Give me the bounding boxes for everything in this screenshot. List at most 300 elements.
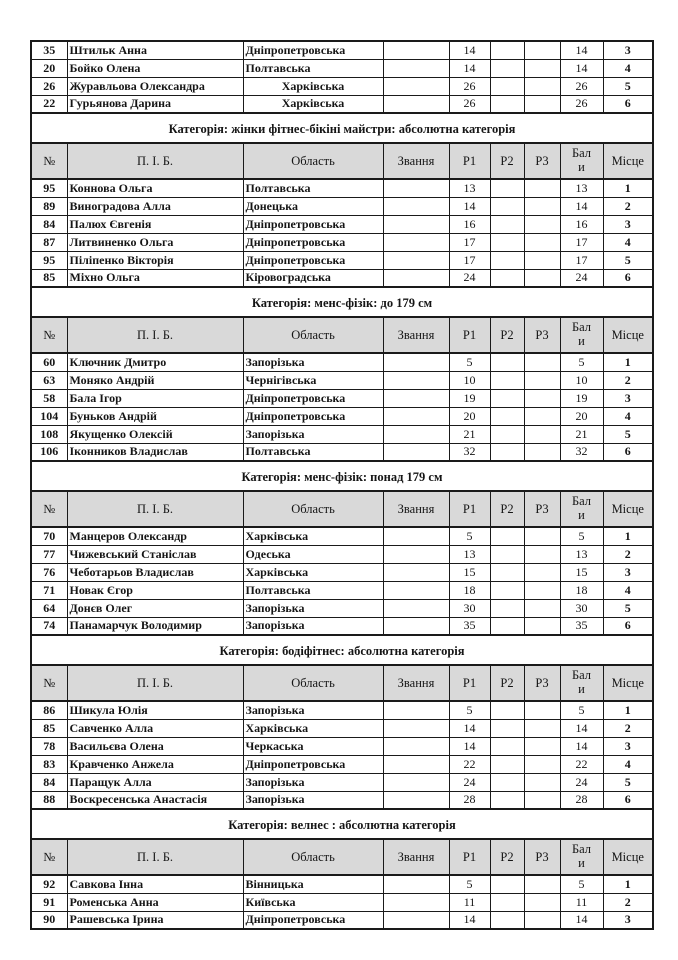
cell-title — [383, 197, 449, 215]
cell-r2 — [490, 233, 524, 251]
column-header-r1: Р1 — [449, 665, 490, 701]
cell-r2 — [490, 911, 524, 929]
table-row — [31, 701, 653, 719]
cell-r1: 5 — [449, 701, 490, 719]
column-header-oblast: Область — [243, 839, 383, 875]
cell-points: 14 — [560, 911, 603, 929]
cell-full-name: Бала Ігор — [67, 389, 243, 407]
cell-title — [383, 545, 449, 563]
cell-r3 — [524, 701, 560, 719]
cell-r1: 32 — [449, 443, 490, 461]
cell-title — [383, 59, 449, 77]
cell-r1: 26 — [449, 95, 490, 113]
cell-points: 15 — [560, 563, 603, 581]
cell-r2 — [490, 773, 524, 791]
cell-full-name: Журавльова Олександра — [67, 77, 243, 95]
table-row — [31, 563, 653, 581]
cell-r1: 21 — [449, 425, 490, 443]
column-header-name: П. І. Б. — [67, 665, 243, 701]
cell-r3 — [524, 755, 560, 773]
column-header-name: П. І. Б. — [67, 491, 243, 527]
cell-oblast: Харківська — [243, 719, 383, 737]
cell-points: 30 — [560, 599, 603, 617]
cell-r3 — [524, 95, 560, 113]
cell-oblast: Донецька — [243, 197, 383, 215]
cell-title — [383, 755, 449, 773]
cell-r1: 30 — [449, 599, 490, 617]
column-header-r3: Р3 — [524, 143, 560, 179]
cell-r3 — [524, 215, 560, 233]
cell-entry-number: 83 — [31, 755, 67, 773]
cell-title — [383, 251, 449, 269]
cell-r2 — [490, 545, 524, 563]
column-header-num: № — [31, 665, 67, 701]
column-header-oblast: Область — [243, 491, 383, 527]
column-header-zvannia: Звання — [383, 491, 449, 527]
cell-place: 4 — [603, 233, 653, 251]
cell-entry-number: 92 — [31, 875, 67, 893]
cell-entry-number: 87 — [31, 233, 67, 251]
cell-title — [383, 353, 449, 371]
table-row — [31, 389, 653, 407]
cell-full-name: Якущенко Олексій — [67, 425, 243, 443]
cell-points: 21 — [560, 425, 603, 443]
cell-entry-number: 84 — [31, 215, 67, 233]
cell-entry-number: 91 — [31, 893, 67, 911]
cell-r2 — [490, 95, 524, 113]
cell-points: 26 — [560, 77, 603, 95]
cell-entry-number: 106 — [31, 443, 67, 461]
section-title: Категорія: менс-фізік: до 179 см — [31, 287, 653, 317]
cell-entry-number: 86 — [31, 701, 67, 719]
cell-r1: 26 — [449, 77, 490, 95]
cell-full-name: Рашевська Ірина — [67, 911, 243, 929]
cell-place: 6 — [603, 95, 653, 113]
column-header-label: Бали — [571, 668, 592, 696]
cell-title — [383, 215, 449, 233]
column-header-r2: Р2 — [490, 143, 524, 179]
cell-full-name: Іконников Владислав — [67, 443, 243, 461]
cell-entry-number: 78 — [31, 737, 67, 755]
cell-r1: 24 — [449, 773, 490, 791]
table-row — [31, 353, 653, 371]
table-row — [31, 737, 653, 755]
cell-place: 3 — [603, 737, 653, 755]
column-header-label: Бали — [571, 494, 592, 522]
column-header-label: Бали — [571, 842, 592, 870]
cell-oblast: Одеська — [243, 545, 383, 563]
cell-title — [383, 371, 449, 389]
column-header-label: Бали — [571, 320, 592, 348]
cell-points: 5 — [560, 701, 603, 719]
cell-full-name: Роменська Анна — [67, 893, 243, 911]
column-header-name: П. І. Б. — [67, 317, 243, 353]
column-header-misce: Місце — [603, 839, 653, 875]
column-header-label: Бали — [571, 146, 592, 174]
column-header-name: П. І. Б. — [67, 143, 243, 179]
cell-title — [383, 443, 449, 461]
cell-r1: 22 — [449, 755, 490, 773]
cell-points: 16 — [560, 215, 603, 233]
cell-points: 13 — [560, 545, 603, 563]
cell-title — [383, 425, 449, 443]
column-header-bali — [560, 665, 603, 701]
cell-oblast: Полтавська — [243, 179, 383, 197]
cell-place: 1 — [603, 179, 653, 197]
cell-r1: 18 — [449, 581, 490, 599]
cell-r2 — [490, 41, 524, 59]
cell-full-name: Литвиненко Ольга — [67, 233, 243, 251]
cell-points: 28 — [560, 791, 603, 809]
column-header-r2: Р2 — [490, 839, 524, 875]
column-header-r2: Р2 — [490, 491, 524, 527]
table-row — [31, 371, 653, 389]
cell-points: 11 — [560, 893, 603, 911]
cell-r3 — [524, 77, 560, 95]
cell-title — [383, 527, 449, 545]
competition-results-table — [30, 40, 654, 930]
cell-full-name: Виноградова Алла — [67, 197, 243, 215]
cell-entry-number: 95 — [31, 179, 67, 197]
cell-r1: 17 — [449, 251, 490, 269]
table-row — [31, 269, 653, 287]
cell-r3 — [524, 581, 560, 599]
cell-r3 — [524, 875, 560, 893]
cell-oblast: Дніпропетровська — [243, 233, 383, 251]
cell-r1: 20 — [449, 407, 490, 425]
cell-entry-number: 76 — [31, 563, 67, 581]
cell-r1: 24 — [449, 269, 490, 287]
cell-points: 5 — [560, 875, 603, 893]
cell-entry-number: 60 — [31, 353, 67, 371]
cell-r3 — [524, 197, 560, 215]
cell-oblast: Полтавська — [243, 59, 383, 77]
column-header-misce: Місце — [603, 317, 653, 353]
cell-r3 — [524, 371, 560, 389]
cell-r2 — [490, 791, 524, 809]
cell-points: 26 — [560, 95, 603, 113]
column-header-num: № — [31, 317, 67, 353]
column-header-name: П. І. Б. — [67, 839, 243, 875]
cell-entry-number: 71 — [31, 581, 67, 599]
cell-r3 — [524, 407, 560, 425]
column-header-r3: Р3 — [524, 665, 560, 701]
cell-r3 — [524, 425, 560, 443]
table-row — [31, 197, 653, 215]
cell-place: 5 — [603, 251, 653, 269]
column-header-zvannia: Звання — [383, 665, 449, 701]
cell-points: 14 — [560, 737, 603, 755]
column-header-bali — [560, 143, 603, 179]
cell-oblast: Запорізька — [243, 791, 383, 809]
cell-r3 — [524, 791, 560, 809]
cell-points: 22 — [560, 755, 603, 773]
cell-full-name: Чеботарьов Владислав — [67, 563, 243, 581]
cell-r2 — [490, 581, 524, 599]
table-row — [31, 443, 653, 461]
cell-r3 — [524, 179, 560, 197]
cell-oblast: Вінницька — [243, 875, 383, 893]
cell-oblast: Харківська — [243, 527, 383, 545]
cell-points: 5 — [560, 527, 603, 545]
cell-entry-number: 58 — [31, 389, 67, 407]
results-table-body — [31, 41, 653, 929]
cell-points: 14 — [560, 719, 603, 737]
table-row — [31, 251, 653, 269]
cell-oblast: Харківська — [243, 77, 383, 95]
section-title: Категорія: бодіфітнес: абсолютна категорія — [31, 635, 653, 665]
column-header-r3: Р3 — [524, 491, 560, 527]
table-row — [31, 527, 653, 545]
column-header-r3: Р3 — [524, 839, 560, 875]
column-header-r2: Р2 — [490, 317, 524, 353]
section-title-row — [31, 635, 653, 665]
table-row — [31, 893, 653, 911]
cell-points: 32 — [560, 443, 603, 461]
cell-oblast: Дніпропетровська — [243, 755, 383, 773]
table-row — [31, 875, 653, 893]
cell-entry-number: 89 — [31, 197, 67, 215]
cell-r2 — [490, 179, 524, 197]
cell-r2 — [490, 893, 524, 911]
column-header-r1: Р1 — [449, 317, 490, 353]
cell-place: 1 — [603, 353, 653, 371]
table-row — [31, 407, 653, 425]
cell-place: 3 — [603, 563, 653, 581]
cell-oblast: Дніпропетровська — [243, 215, 383, 233]
cell-r2 — [490, 599, 524, 617]
cell-place: 6 — [603, 617, 653, 635]
column-header-row — [31, 317, 653, 353]
table-row — [31, 425, 653, 443]
cell-r1: 14 — [449, 41, 490, 59]
table-row — [31, 77, 653, 95]
column-header-r1: Р1 — [449, 491, 490, 527]
cell-r1: 14 — [449, 737, 490, 755]
cell-title — [383, 95, 449, 113]
section-title: Категорія: велнес : абсолютна категорія — [31, 809, 653, 839]
cell-place: 3 — [603, 911, 653, 929]
table-row — [31, 911, 653, 929]
cell-title — [383, 617, 449, 635]
column-header-row — [31, 665, 653, 701]
cell-oblast: Запорізька — [243, 701, 383, 719]
cell-r2 — [490, 215, 524, 233]
cell-place: 5 — [603, 599, 653, 617]
cell-r3 — [524, 251, 560, 269]
column-header-oblast: Область — [243, 317, 383, 353]
column-header-bali — [560, 491, 603, 527]
cell-entry-number: 26 — [31, 77, 67, 95]
cell-r3 — [524, 269, 560, 287]
cell-oblast: Запорізька — [243, 425, 383, 443]
cell-r1: 19 — [449, 389, 490, 407]
cell-entry-number: 90 — [31, 911, 67, 929]
column-header-num: № — [31, 143, 67, 179]
cell-points: 10 — [560, 371, 603, 389]
column-header-misce: Місце — [603, 665, 653, 701]
table-row — [31, 599, 653, 617]
cell-title — [383, 719, 449, 737]
cell-full-name: Кравченко Анжела — [67, 755, 243, 773]
cell-place: 3 — [603, 389, 653, 407]
cell-points: 13 — [560, 179, 603, 197]
cell-title — [383, 773, 449, 791]
cell-r2 — [490, 719, 524, 737]
cell-full-name: Панамарчук Володимир — [67, 617, 243, 635]
column-header-zvannia: Звання — [383, 143, 449, 179]
cell-points: 35 — [560, 617, 603, 635]
cell-full-name: Бойко Олена — [67, 59, 243, 77]
cell-entry-number: 70 — [31, 527, 67, 545]
column-header-misce: Місце — [603, 491, 653, 527]
cell-entry-number: 108 — [31, 425, 67, 443]
cell-title — [383, 77, 449, 95]
cell-entry-number: 63 — [31, 371, 67, 389]
section-title-row — [31, 287, 653, 317]
cell-place: 5 — [603, 77, 653, 95]
cell-r2 — [490, 389, 524, 407]
cell-place: 2 — [603, 545, 653, 563]
cell-points: 24 — [560, 773, 603, 791]
cell-r2 — [490, 407, 524, 425]
cell-full-name: Міхно Ольга — [67, 269, 243, 287]
cell-entry-number: 84 — [31, 773, 67, 791]
section-title-row — [31, 461, 653, 491]
table-row — [31, 179, 653, 197]
cell-entry-number: 85 — [31, 269, 67, 287]
cell-r3 — [524, 617, 560, 635]
cell-points: 24 — [560, 269, 603, 287]
cell-full-name: Шикула Юлія — [67, 701, 243, 719]
cell-place: 2 — [603, 371, 653, 389]
cell-r1: 10 — [449, 371, 490, 389]
cell-title — [383, 389, 449, 407]
cell-full-name: Палюх Євгенія — [67, 215, 243, 233]
cell-title — [383, 581, 449, 599]
cell-r1: 15 — [449, 563, 490, 581]
cell-r2 — [490, 353, 524, 371]
cell-title — [383, 269, 449, 287]
cell-r1: 14 — [449, 911, 490, 929]
table-row — [31, 233, 653, 251]
cell-full-name: Гурьянова Дарина — [67, 95, 243, 113]
cell-r2 — [490, 371, 524, 389]
column-header-r1: Р1 — [449, 143, 490, 179]
column-header-row — [31, 839, 653, 875]
cell-r2 — [490, 617, 524, 635]
table-row — [31, 95, 653, 113]
cell-points: 5 — [560, 353, 603, 371]
cell-place: 3 — [603, 41, 653, 59]
cell-oblast: Запорізька — [243, 617, 383, 635]
cell-place: 2 — [603, 719, 653, 737]
cell-r2 — [490, 59, 524, 77]
cell-r3 — [524, 41, 560, 59]
cell-title — [383, 563, 449, 581]
cell-full-name: Воскресенська Анастасія — [67, 791, 243, 809]
column-header-bali — [560, 839, 603, 875]
cell-oblast: Запорізька — [243, 773, 383, 791]
table-row — [31, 545, 653, 563]
cell-r3 — [524, 737, 560, 755]
cell-oblast: Кіровоградська — [243, 269, 383, 287]
cell-place: 1 — [603, 875, 653, 893]
cell-title — [383, 893, 449, 911]
cell-oblast: Дніпропетровська — [243, 911, 383, 929]
cell-r3 — [524, 563, 560, 581]
cell-title — [383, 875, 449, 893]
cell-place: 6 — [603, 269, 653, 287]
column-header-r2: Р2 — [490, 665, 524, 701]
cell-oblast: Дніпропетровська — [243, 41, 383, 59]
cell-r3 — [524, 59, 560, 77]
column-header-r1: Р1 — [449, 839, 490, 875]
cell-full-name: Буньков Андрій — [67, 407, 243, 425]
cell-oblast: Запорізька — [243, 599, 383, 617]
cell-r1: 14 — [449, 59, 490, 77]
cell-entry-number: 22 — [31, 95, 67, 113]
section-title: Категорія: менс-фізік: понад 179 см — [31, 461, 653, 491]
cell-full-name: Коннова Ольга — [67, 179, 243, 197]
cell-full-name: Чижевський Станіслав — [67, 545, 243, 563]
cell-place: 4 — [603, 407, 653, 425]
section-title-row — [31, 113, 653, 143]
cell-r1: 35 — [449, 617, 490, 635]
cell-oblast: Харківська — [243, 95, 383, 113]
column-header-oblast: Область — [243, 665, 383, 701]
cell-full-name: Моняко Андрій — [67, 371, 243, 389]
cell-points: 19 — [560, 389, 603, 407]
section-title: Категорія: жінки фітнес-бікіні майстри: абсолютна категорія — [31, 113, 653, 143]
cell-entry-number: 88 — [31, 791, 67, 809]
table-row — [31, 215, 653, 233]
cell-title — [383, 701, 449, 719]
cell-r2 — [490, 77, 524, 95]
cell-r2 — [490, 701, 524, 719]
cell-place: 2 — [603, 893, 653, 911]
table-row — [31, 581, 653, 599]
cell-points: 17 — [560, 251, 603, 269]
cell-full-name: Савкова Інна — [67, 875, 243, 893]
cell-r3 — [524, 545, 560, 563]
cell-r2 — [490, 197, 524, 215]
cell-full-name: Ключник Дмитро — [67, 353, 243, 371]
cell-place: 4 — [603, 59, 653, 77]
cell-points: 14 — [560, 41, 603, 59]
column-header-num: № — [31, 491, 67, 527]
cell-points: 14 — [560, 197, 603, 215]
cell-r1: 5 — [449, 353, 490, 371]
cell-r2 — [490, 527, 524, 545]
cell-r1: 16 — [449, 215, 490, 233]
cell-oblast: Дніпропетровська — [243, 389, 383, 407]
column-header-zvannia: Звання — [383, 839, 449, 875]
column-header-num: № — [31, 839, 67, 875]
cell-r3 — [524, 389, 560, 407]
cell-entry-number: 95 — [31, 251, 67, 269]
cell-full-name: Васильєва Олена — [67, 737, 243, 755]
cell-r3 — [524, 443, 560, 461]
cell-r1: 13 — [449, 179, 490, 197]
column-header-row — [31, 491, 653, 527]
cell-full-name: Паращук Алла — [67, 773, 243, 791]
cell-points: 17 — [560, 233, 603, 251]
cell-r2 — [490, 443, 524, 461]
cell-place: 6 — [603, 443, 653, 461]
cell-place: 5 — [603, 425, 653, 443]
cell-entry-number: 77 — [31, 545, 67, 563]
